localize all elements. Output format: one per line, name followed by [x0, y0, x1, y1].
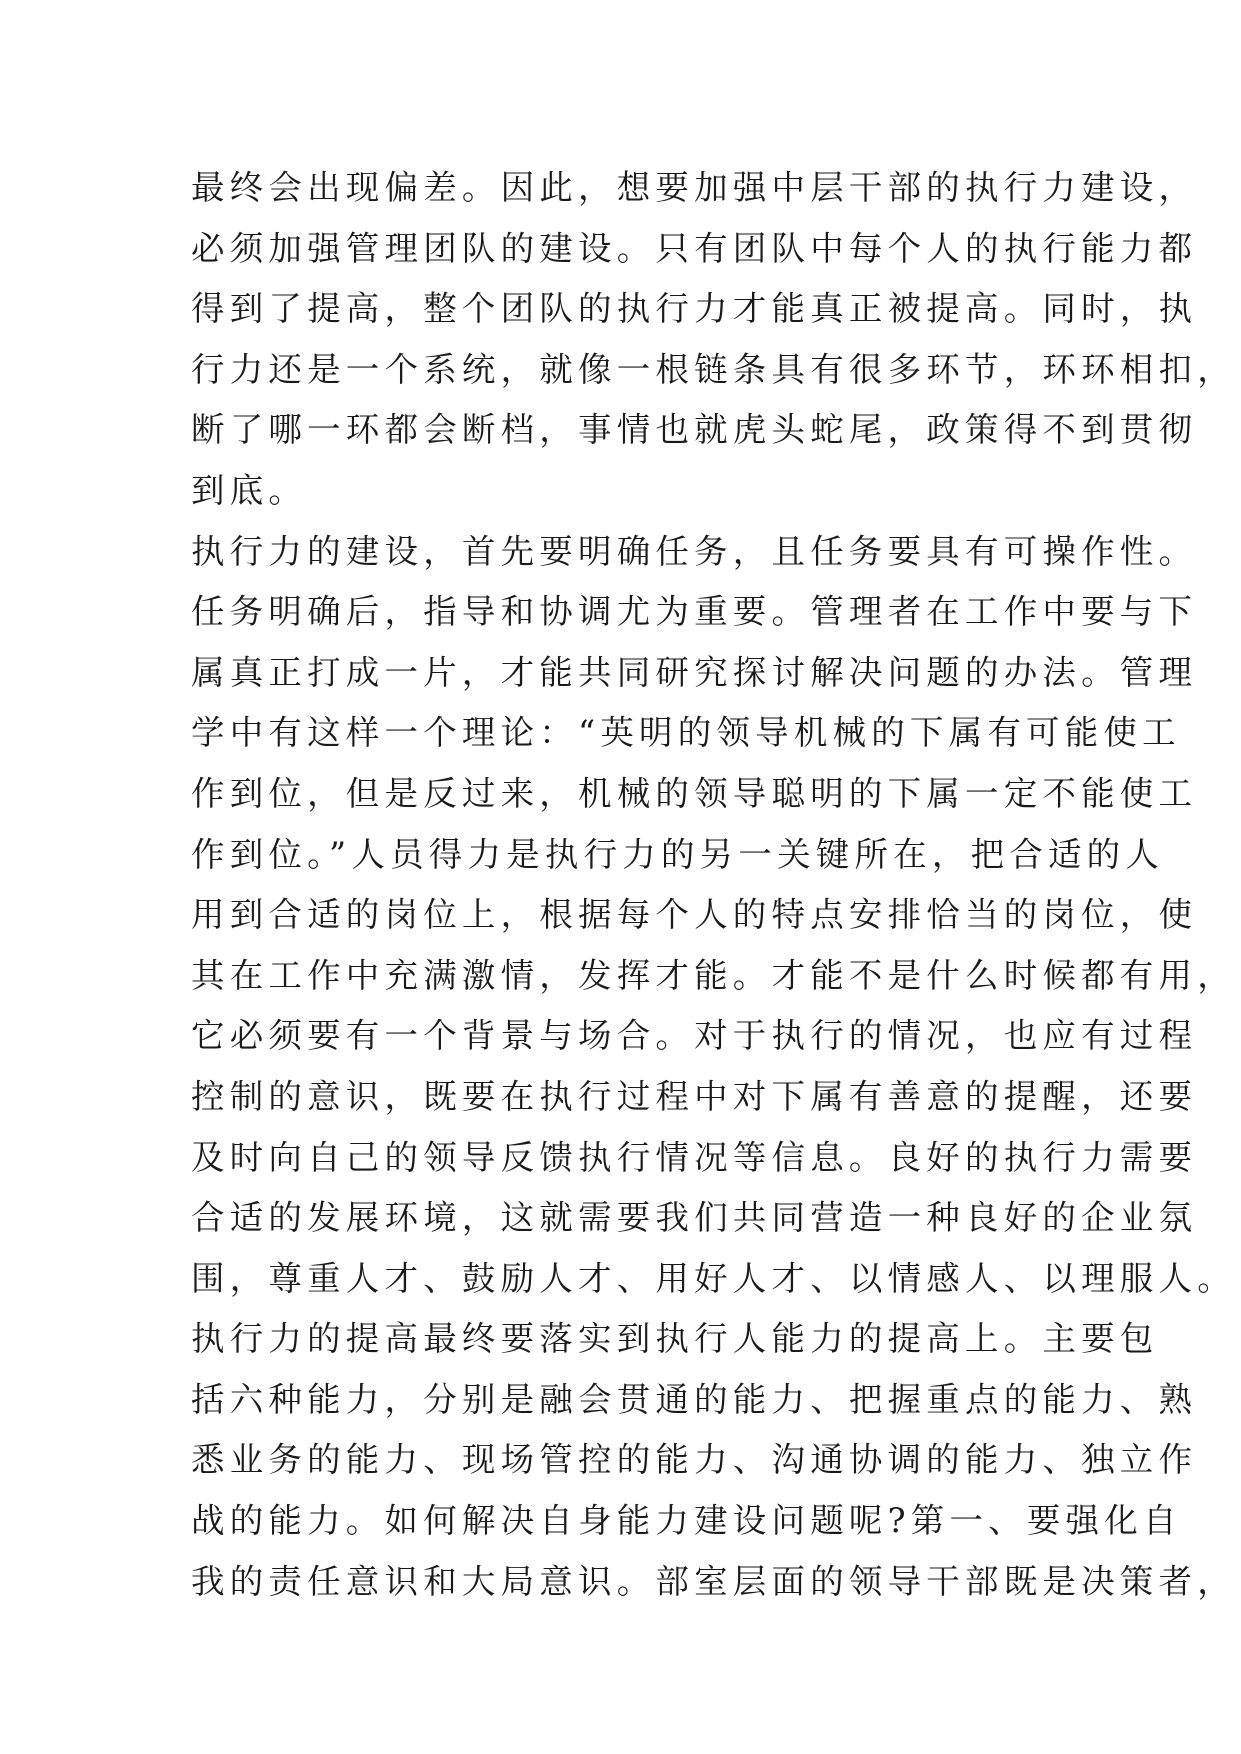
- paragraph-3: [191, 1309, 1236, 1612]
- text-line: 得到了提高，整个团队的执行力才能真正被提高。同时，执: [191, 289, 1198, 329]
- text-line: 用到合适的岗位上，根据每个人的特点安排恰当的岗位，使: [191, 895, 1198, 935]
- text-line: 学中有这样一个理论：“英明的领导机械的下属有可能使工: [191, 713, 1181, 753]
- text-line: 作到位。”人员得力是执行力的另一关键所在，把合适的人: [191, 834, 1165, 874]
- paragraph-2: [191, 522, 1236, 1310]
- text-line: 必须加强管理团队的建设。只有团队中每个人的执行能力都: [191, 228, 1198, 268]
- text-line: 围，尊重人才、鼓励人才、用好人才、以情感人、以理服人。: [191, 1258, 1236, 1298]
- paragraph-1: [191, 158, 1236, 522]
- text-line: 及时向自己的领导反馈执行情况等信息。良好的执行力需要: [191, 1137, 1198, 1177]
- text-line: 它必须要有一个背景与场合。对于执行的情况，也应有过程: [191, 1016, 1198, 1056]
- text-line: 属真正打成一片，才能共同研究探讨解决问题的办法。管理: [191, 652, 1198, 692]
- text-line: 任务明确后，指导和协调尤为重要。管理者在工作中要与下: [191, 592, 1198, 632]
- text-line: 作到位，但是反过来，机械的领导聪明的下属一定不能使工: [191, 773, 1198, 813]
- text-line: 控制的意识，既要在执行过程中对下属有善意的提醒，还要: [191, 1076, 1198, 1116]
- text-line: 悉业务的能力、现场管控的能力、沟通协调的能力、独立作: [191, 1440, 1198, 1480]
- text-line: 到底。: [191, 470, 308, 510]
- text-line: 括六种能力，分别是融会贯通的能力、把握重点的能力、熟: [191, 1379, 1198, 1419]
- text-line: 行力还是一个系统，就像一根链条具有很多环节，环环相扣，: [191, 349, 1236, 389]
- text-line: 执行力的建设，首先要明确任务，且任务要具有可操作性。: [191, 531, 1198, 571]
- text-line: 执行力的提高最终要落实到执行人能力的提高上。主要包: [191, 1319, 1159, 1359]
- text-line: 战的能力。如何解决自身能力建设问题呢?第一、要强化自: [191, 1501, 1182, 1541]
- text-line: 最终会出现偏差。因此，想要加强中层干部的执行力建设，: [191, 168, 1198, 207]
- text-line: 其在工作中充满激情，发挥才能。才能不是什么时候都有用，: [191, 955, 1236, 995]
- text-line: 断了哪一环都会断档，事情也就虎头蛇尾，政策得不到贯彻: [191, 410, 1198, 450]
- document-body: [191, 158, 1236, 1612]
- text-line: 合适的发展环境，这就需要我们共同营造一种良好的企业氛: [191, 1198, 1198, 1238]
- text-line: 我的责任意识和大局意识。部室层面的领导干部既是决策者，: [191, 1561, 1236, 1601]
